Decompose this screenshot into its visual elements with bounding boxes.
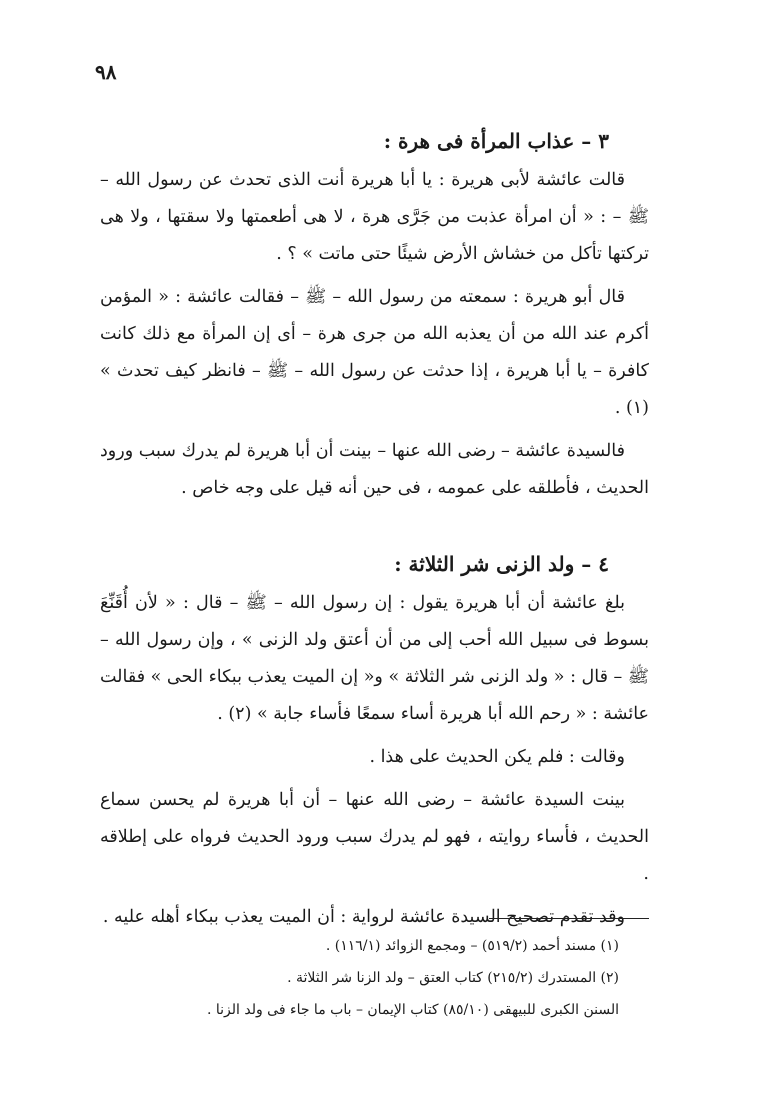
paragraph: قالت عائشة لأبى هريرة : يا أبا هريرة أنت الذى تحدث عن رسول الله – ﷺ – : « أن امرأة عذبت من جَرَّى هرة ، لا هى أطعمتها ولا سقتها ، ولا هى تركتها تأكل من خشاش الأرض شيئًا حتى ماتت » ؟ .: [100, 170, 649, 264]
footnote-divider: [489, 918, 649, 919]
main-text: [100, 120, 649, 936]
paragraph: قال أبو هريرة : سمعته من رسول الله – ﷺ – فقالت عائشة : « المؤمن أكرم عند الله من أن يعذبه الله من جرى هرة – أى إن المرأة مع ذلك كانت كافرة – يا أبا هريرة ، إذا حدثت عن رسول الله – ﷺ – فانظر كيف تحدث » (١) .: [100, 287, 649, 418]
paragraph: وقد تقدم تصحيح السيدة عائشة لرواية : أن الميت يعذب ببكاء أهله عليه .: [102, 907, 625, 927]
footnote: (٢) المستدرك (٢١٥/٢) كتاب العتق – ولد الزنا شر الثلاثة .: [287, 970, 619, 986]
paragraph: بينت السيدة عائشة – رضى الله عنها – أن أبا هريرة لم يحسن سماع الحديث ، فأساء روايته ، فهو لم يدرك سبب ورود الحديث فرواه على إطلاقه .: [100, 790, 649, 884]
section-heading-child-of-zina: ٤ – ولد الزنى شر الثلاثة :: [394, 552, 609, 576]
footnote: السنن الكبرى للبيهقى (٨٥/١٠) كتاب الإيمان – باب ما جاء فى ولد الزنا .: [206, 1002, 619, 1018]
footnote: (١) مسند أحمد (٥١٩/٢) – ومجمع الزوائد (١١٦/١) .: [325, 938, 619, 954]
paragraph: بلغ عائشة أن أبا هريرة يقول : إن رسول الله – ﷺ – قال : « لأن أُقَنِّعَ بسوط فى سبيل الله أحب إلى من أن أعتق ولد الزنى » ، وإن رسول الله – ﷺ – قال : « ولد الزنى شر الثلاثة » و« إن الميت يعذب ببكاء الحى » فقالت عائشة : « رحم الله أبا هريرة أساء سمعًا فأساء جابة » (٢) .: [100, 593, 649, 724]
section-heading-cat-punishment: ٣ – عذاب المرأة فى هرة :: [383, 129, 609, 153]
paragraph: وقالت : فلم يكن الحديث على هذا .: [369, 747, 625, 767]
footnotes: [100, 930, 649, 1026]
page-number: ٩٨: [95, 60, 117, 84]
paragraph: فالسيدة عائشة – رضى الله عنها – بينت أن أبا هريرة لم يدرك سبب ورود الحديث ، فأطلقه على عمومه ، فى حين أنه قيل على وجه خاص .: [100, 441, 649, 498]
